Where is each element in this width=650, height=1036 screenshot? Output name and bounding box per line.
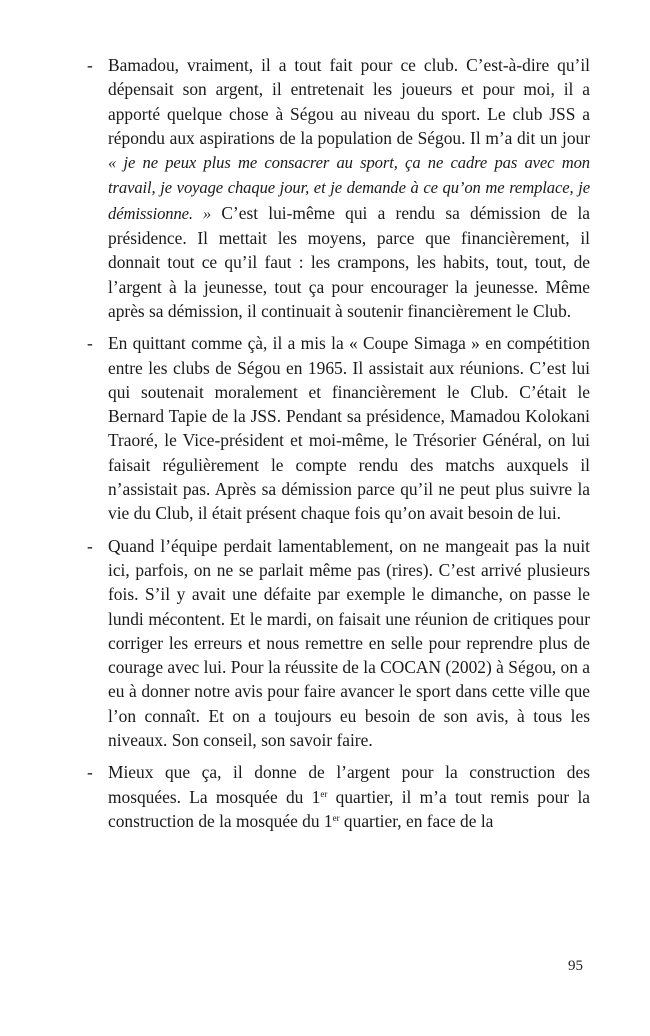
dash-bullet: - bbox=[87, 55, 93, 75]
paragraph-text: C’est lui-même qui a rendu sa démission de la présidence. Il mettait les moyens, parce que financièrement, il donnait tout ce qu’il faut : les crampons, les habits, tout, tout, de l’argent à la jeunesse, tout ça pour encourager la jeunesse. Même après sa démission, il continuait à soutenir financièrement le Club. bbox=[108, 202, 590, 321]
paragraph-text: En quittant comme çà, il a mis la « Coupe Simaga » en compétition entre les clubs de Ségou en 1965. Il assistait aux réunions. C’est lui qui soutenait moralement et financièrement le Club. C’était le Bernard Tapie de la JSS. Pendant sa présidence, Mamadou Kolokani Traoré, le Vice-président et moi-même, le Trésorier Général, on lui faisait régulièrement le compte rendu des matchs auxquels il n’assistait pas. Après sa démission parce qu’il ne peut plus suivre la vie du Club, il était présent chaque fois qu’on avait besoin de lui. bbox=[108, 333, 590, 524]
dash-bullet: - bbox=[87, 333, 93, 354]
paragraph-text: quartier, il m’a tout remis pour la construction de la mosquée du 1 bbox=[108, 786, 590, 831]
page-number: 95 bbox=[568, 958, 583, 974]
paragraph-text: Mieux que ça, il donne de l’argent pour la construction des mosquées. La mosquée du 1 bbox=[108, 762, 590, 807]
dash-bullet: - bbox=[87, 762, 93, 783]
quoted-speech: « je ne peux plus me consacrer au sport, ça ne cadre pas avec mon travail, je voyage chaque jour, et je demande à ce qu’on me remplace, je démissionne. » bbox=[108, 153, 590, 223]
paragraph-text: Quand l’équipe perdait lamentablement, on ne mangeait pas la nuit ici, parfois, on ne se parlait même pas (rires). C’est arrivé plusieurs fois. S’il y avait une défaite par exemple le dimanche, on passe le lundi mécontent. Et le mardi, on faisait une réunion de critiques pour corriger les erreurs et nous remettre en selle pour reprendre plus de courage avec lui. Pour la réussite de la COCAN (2002) à Ségou, on a eu à donner notre avis pour faire avancer le sport dans cette ville que l’on connaît. Et on a toujours eu besoin de son avis, à tous les niveaux. Son conseil, son savoir faire. bbox=[108, 535, 590, 751]
body-text bbox=[84, 53, 590, 841]
dash-bullet: - bbox=[87, 535, 93, 556]
list-item bbox=[84, 760, 590, 833]
list-item bbox=[84, 53, 590, 323]
list-item bbox=[84, 534, 590, 753]
list-item bbox=[84, 331, 590, 525]
paragraph-text: Bamadou, vraiment, il a tout fait pour ce club. C’est-à-dire qu’il dépensait son argent, il entretenait les joueurs et pour moi, il a apporté quelque chose à Ségou au niveau du sport. Le club JSS a répondu aux aspirations de la population de Ségou. Il m’a dit un jour bbox=[108, 55, 590, 148]
paragraph-text: quartier, en face de la bbox=[339, 810, 494, 831]
ordinal-superscript: er bbox=[332, 812, 340, 823]
ordinal-superscript: er bbox=[320, 788, 328, 799]
